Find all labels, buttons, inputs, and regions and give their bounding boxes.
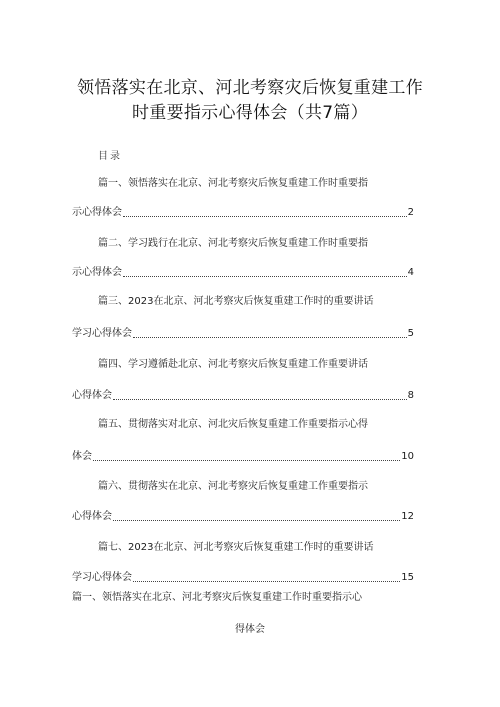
- toc-entry-7-line1[interactable]: 篇七、2023在北京、河北考察灾后恢复重建工作时的重要讲话: [98, 542, 374, 553]
- toc-entry-2-line2[interactable]: [72, 266, 414, 280]
- toc-entry-6-line2[interactable]: [72, 510, 414, 524]
- toc-heading: 目录: [98, 151, 122, 162]
- toc-entry-1-line1[interactable]: 篇一、领悟落实在北京、河北考察灾后恢复重建工作时重要指: [98, 178, 368, 189]
- toc-leader-dots: [133, 336, 407, 338]
- toc-entry-6-page: 12: [401, 511, 414, 522]
- toc-entry-3-continuation: 学习心得体会: [72, 328, 132, 339]
- toc-entry-5-page: 10: [401, 451, 414, 462]
- toc-entry-4-continuation: 心得体会: [72, 390, 112, 401]
- toc-entry-1-page: 2: [407, 207, 414, 218]
- toc-entry-1-continuation: 示心得体会: [72, 207, 122, 218]
- toc-entry-7-continuation: 学习心得体会: [72, 572, 132, 583]
- toc-entry-4-line1[interactable]: 篇四、学习遵循赴北京、河北考察灾后恢复重建工作重要讲话: [98, 359, 368, 370]
- toc-leader-dots: [93, 459, 400, 461]
- toc-entry-5-line2[interactable]: [72, 450, 414, 464]
- toc-leader-dots: [113, 398, 407, 400]
- toc-entry-6-continuation: 心得体会: [72, 511, 112, 522]
- toc-entry-3-page: 5: [407, 328, 414, 339]
- toc-entry-3-line2[interactable]: [72, 327, 414, 341]
- toc-entry-4-page: 8: [407, 390, 414, 401]
- section-heading-line1: 篇一、领悟落实在北京、河北考察灾后恢复重建工作时重要指示心: [72, 592, 362, 603]
- toc-entry-1-line2[interactable]: [72, 206, 414, 220]
- toc-entry-6-line1[interactable]: 篇六、贯彻落实在北京、河北考察灾后恢复重建工作重要指示: [98, 481, 368, 492]
- toc-entry-7-line2[interactable]: [72, 571, 414, 585]
- toc-leader-dots: [113, 519, 400, 521]
- toc-entry-2-continuation: 示心得体会: [72, 267, 122, 278]
- toc-leader-dots: [123, 275, 407, 277]
- toc-entry-3-line1[interactable]: 篇三、2023在北京、河北考察灾后恢复重建工作时的重要讲话: [98, 296, 374, 307]
- toc-leader-dots: [123, 215, 407, 217]
- toc-leader-dots: [133, 580, 400, 582]
- toc-entry-5-line1[interactable]: 篇五、贯彻落实对北京、河北灾后恢复重建工作重要指示心得: [98, 419, 368, 430]
- title-line-1: 领悟落实在北京、河北考察灾后恢复重建工作: [77, 78, 423, 98]
- toc-entry-2-line1[interactable]: 篇二、学习践行在北京、河北考察灾后恢复重建工作时重要指: [98, 238, 368, 249]
- toc-entry-4-line2[interactable]: [72, 389, 414, 403]
- toc-entry-2-page: 4: [407, 267, 414, 278]
- section-heading-line2: 得体会: [235, 624, 265, 635]
- title-line-2: 时重要指示心得体会（共7篇）: [131, 103, 368, 123]
- toc-entry-7-page: 15: [401, 572, 414, 583]
- toc-entry-5-continuation: 体会: [72, 451, 92, 462]
